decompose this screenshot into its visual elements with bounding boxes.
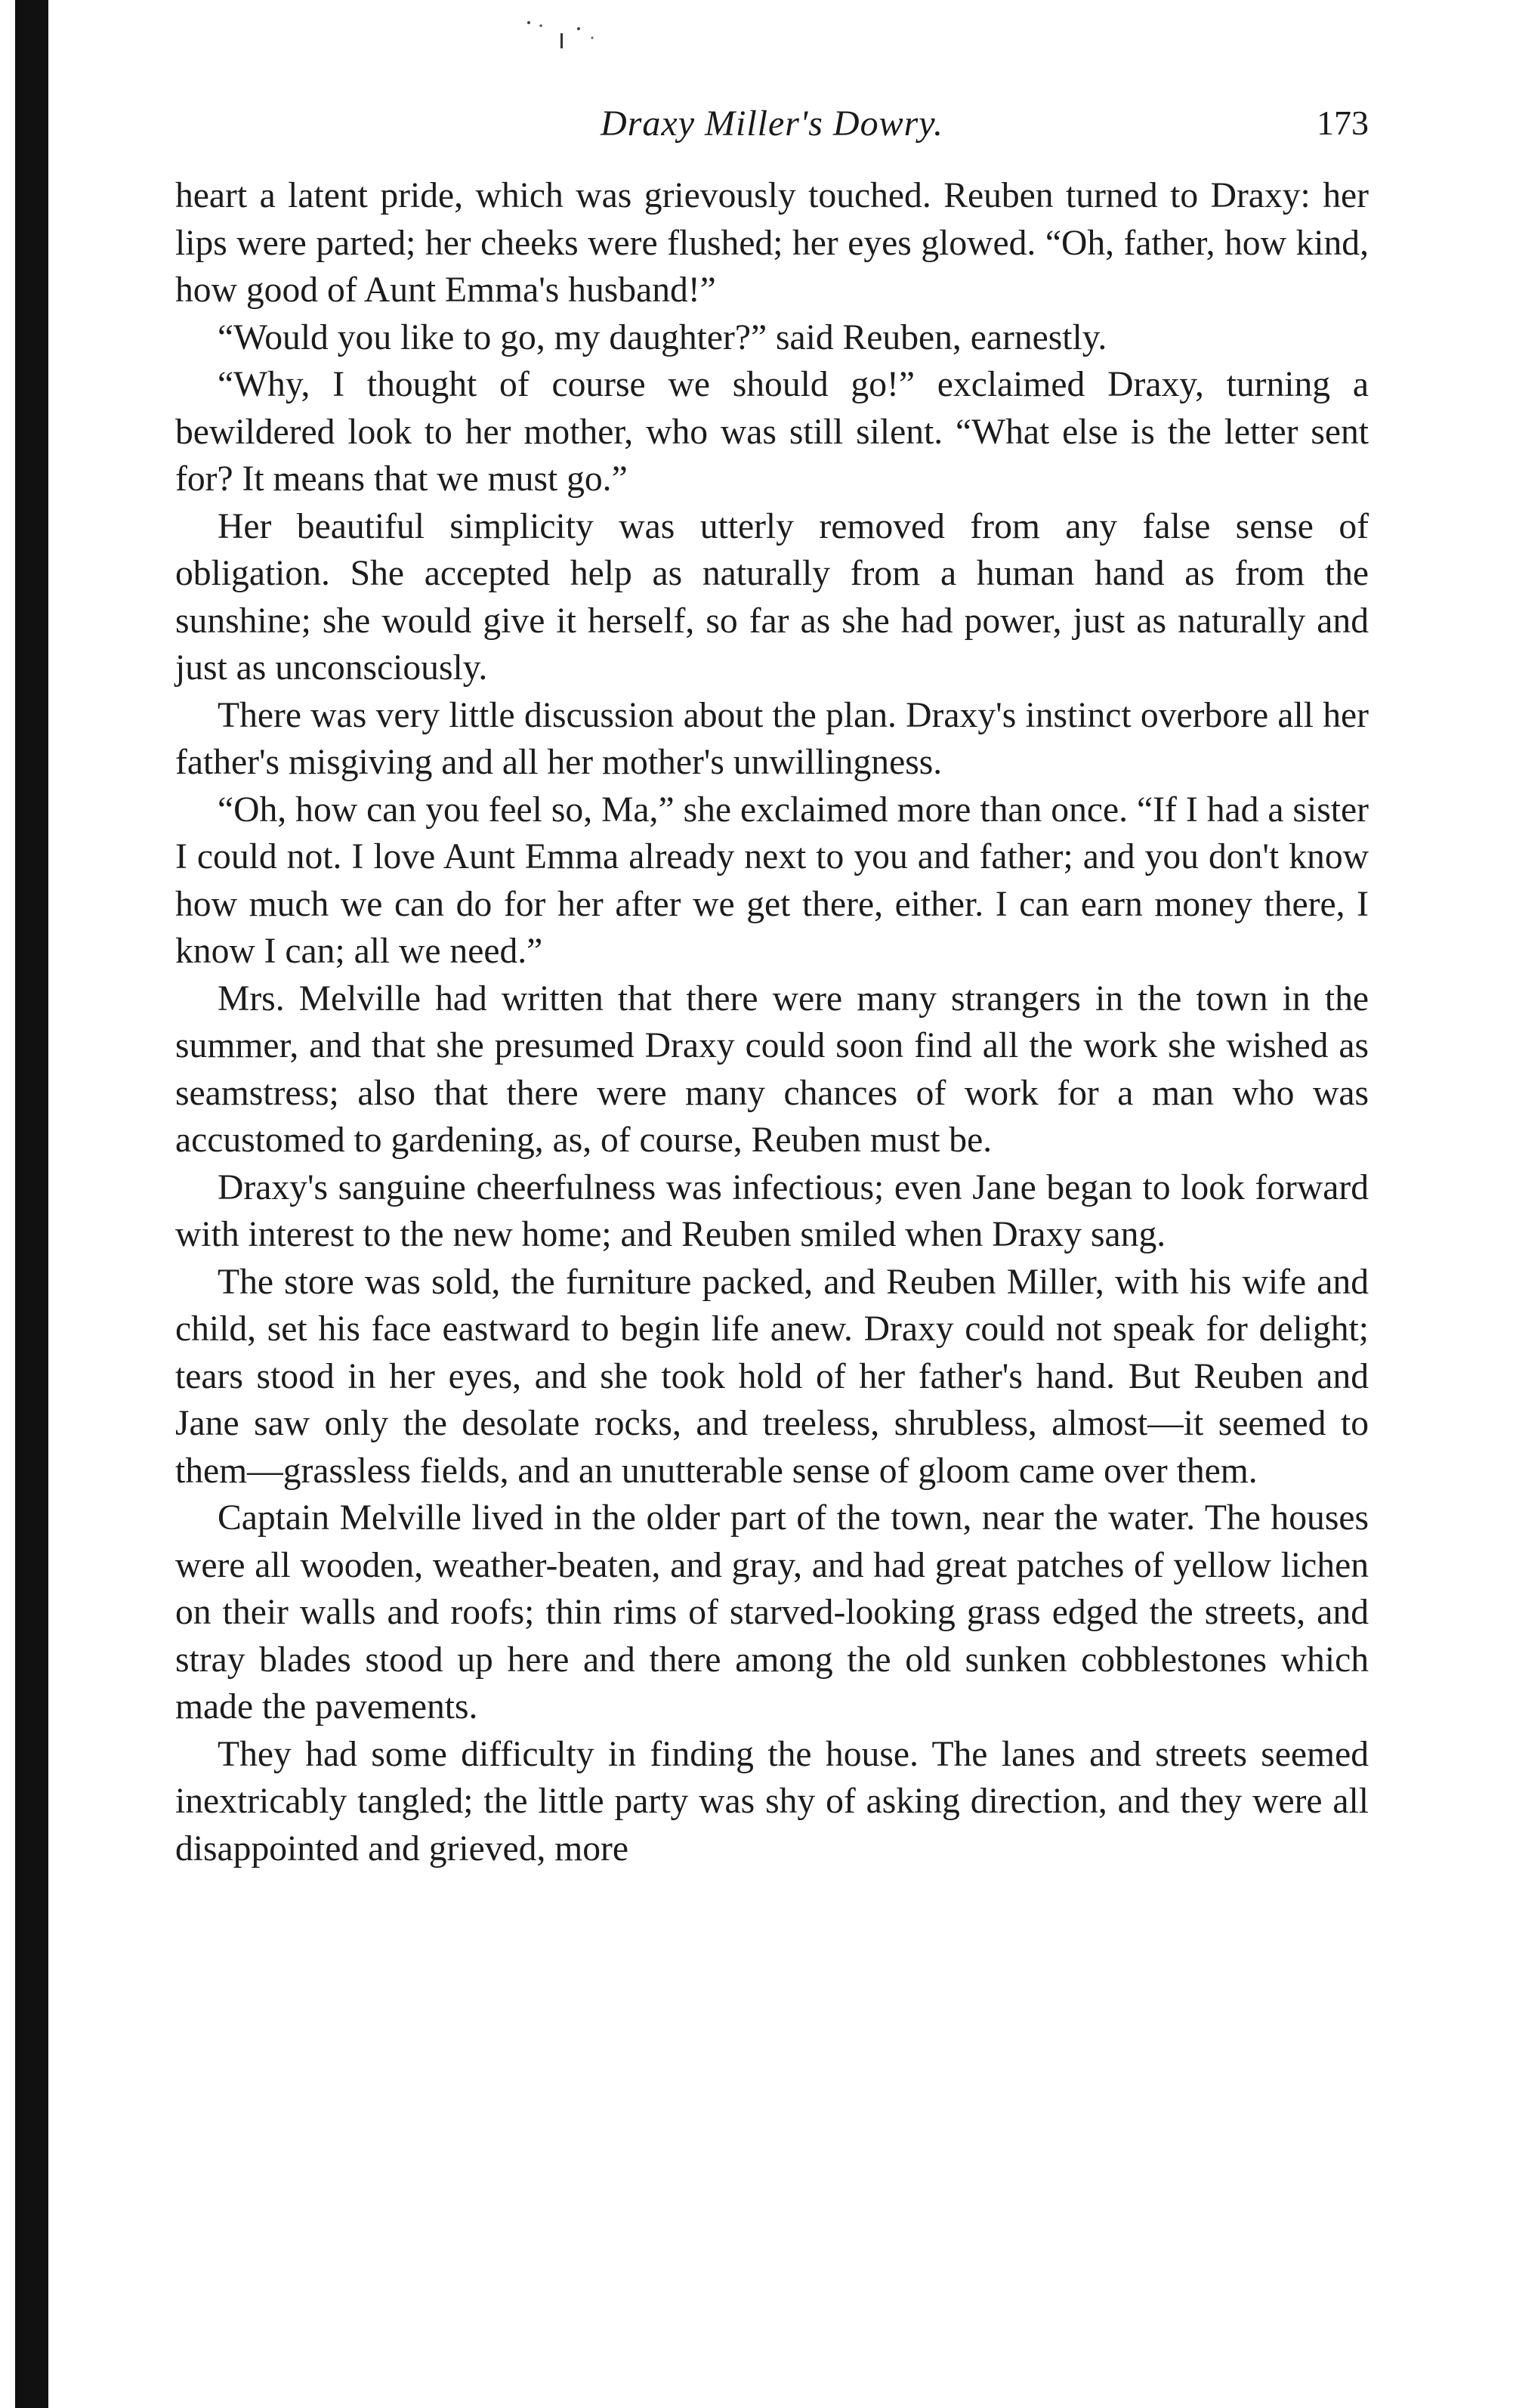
paragraph: The store was sold, the furniture packed, and Reuben Miller, with his wife and child, set his face eastward to begin life anew. Draxy could not speak for delight; tears stood in her eyes, and she took hold of her father's hand. But Reuben and Jane saw only the desolate rocks, and treeless, shrubless, almost—it seemed to them—grassless fields, and an unutterable sense of gloom came over them. [175, 1262, 1369, 1491]
paragraph: “Why, I thought of course we should go!” exclaimed Draxy, turning a bewildered look to her mother, who was still silent. “What else is the letter sent for? It means that we must go.” [175, 365, 1369, 499]
running-title: Draxy Miller's Dowry. [601, 104, 943, 144]
paragraph: Her beautiful simplicity was utterly removed from any false sense of obligation. She accepted help as naturally from a human hand as from the sunshine; she would give it herself, so far as she had power, just as naturally and just as unconsciously. [175, 506, 1369, 688]
paragraph: heart a latent pride, which was grievously touched. Reuben turned to Draxy: her lips were parted; her cheeks were flushed; her eyes glowed. “Oh, father, how kind, how good of Aunt Emma's husband!” [175, 176, 1369, 310]
paragraph: “Oh, how can you feel so, Ma,” she exclaimed more than once. “If I had a sister I could not. I love Aunt Emma already next to you and father; and you don't know how much we can do for her after we get there, either. I can earn money there, I know I can; all we need.” [175, 790, 1369, 971]
paragraph: “Would you like to go, my daughter?” said Reuben, earnestly. [218, 317, 1107, 357]
book-spine-shadow [15, 0, 48, 2408]
paragraph: Draxy's sanguine cheerfulness was infectious; even Jane began to look forward with interest to the new home; and Reuben smiled when Draxy sang. [175, 1167, 1369, 1254]
paragraph: They had some difficulty in finding the house. The lanes and streets seemed inextricably tangled; the little party was shy of asking direction, and they were all disappointed and grieved, more [175, 1734, 1369, 1869]
paragraph: Mrs. Melville had written that there were many strangers in the town in the summer, and that she presumed Draxy could soon find all the work she wished as seamstress; also that there were many chances of work for a man who was accustomed to gardening, as, of course, Reuben must be. [175, 978, 1369, 1160]
print-specks [514, 15, 604, 60]
paragraph: There was very little discussion about the plan. Draxy's instinct overbore all her father's misgiving and all her mother's unwillingness. [175, 695, 1369, 782]
page-header [175, 103, 1369, 163]
body-text [175, 172, 1369, 1872]
paragraph: Captain Melville lived in the older part of the town, near the water. The houses were all wooden, weather-beaten, and gray, and had great patches of yellow lichen on their walls and roofs; thin rims of starved-looking grass edged the streets, and stray blades stood up here and there among the old sunken cobblestones which made the pavements. [175, 1498, 1369, 1726]
page-number: 173 [1317, 104, 1369, 142]
